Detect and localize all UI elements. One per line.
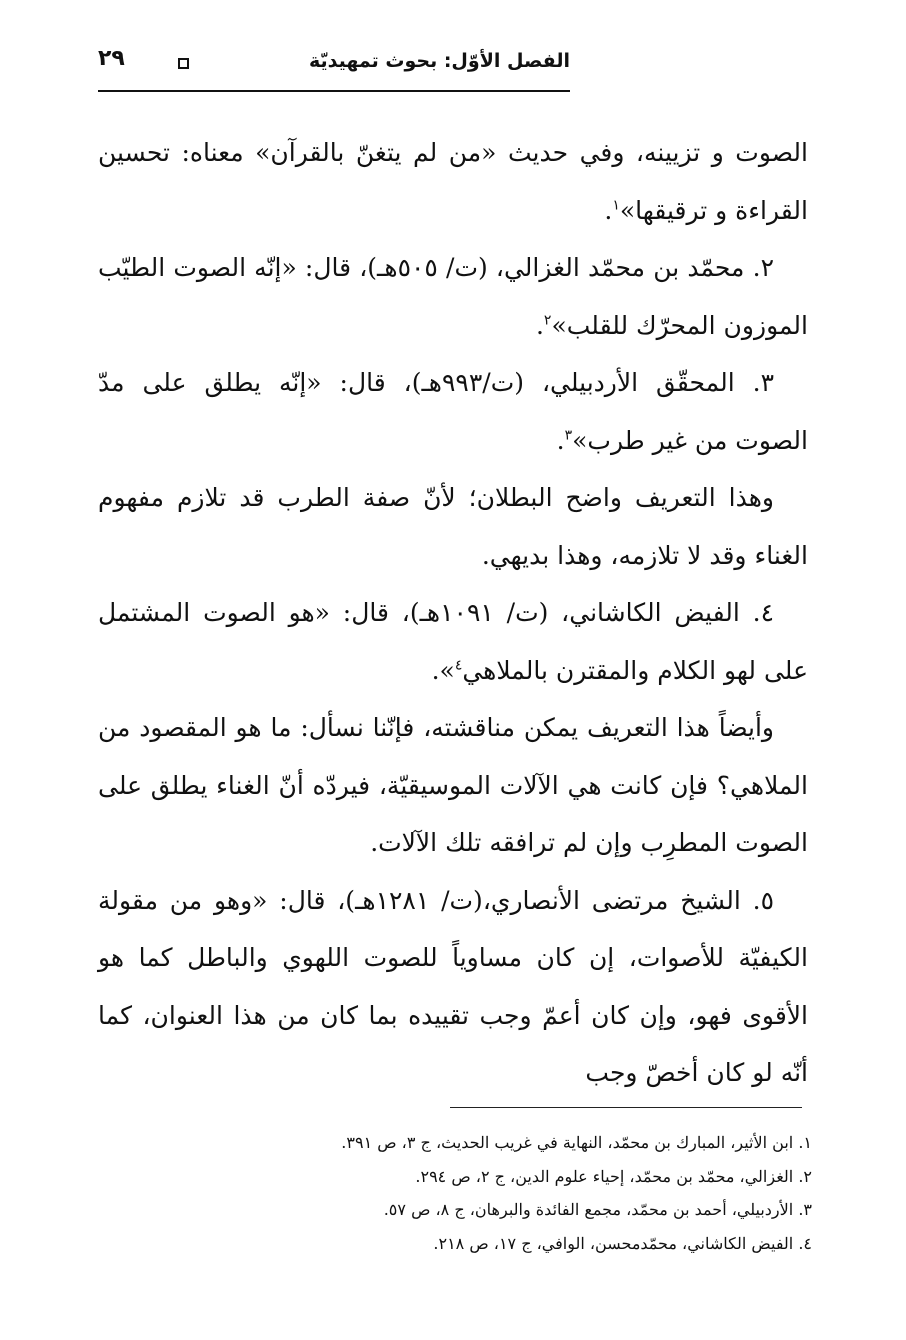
running-header [98, 40, 570, 92]
footnote-4: ٤. الفيض الكاشاني، محمّدمحسن، الوافي، ج ١٧، ص ٢١٨. [433, 1233, 812, 1253]
page-number: ٢٩ [98, 46, 125, 71]
square-ornament-icon [178, 58, 189, 69]
footnote-ref-4[interactable]: ٤ [454, 657, 463, 674]
paragraph-2: ٢. محمّد بن محمّد الغزالي، (ت/ ٥٠٥هـ)، قال: «إنّه الصوت الطيّب الموزون المحرّك للقلب»$^٢$. [98, 253, 808, 340]
paragraph-1: الصوت و تزيينه، وفي حديث «من لم يتغنّ بالقرآن» معناه: تحسين القراءة و ترقيقها»$^١$. [98, 138, 808, 225]
paragraph-6: وأيضاً هذا التعريف يمكن مناقشته، فإنّنا نسأل: ما هو المقصود من الملاهي؟ فإن كانت هي الآلات الموسيقيّة، فيردّه أنّ الغناء يطلق على الصوت المطرِب وإن لم ترافقه تلك الآلات. [98, 713, 808, 857]
footnotes [98, 1126, 812, 1260]
main-text [98, 124, 808, 1102]
footnote-3: ٣. الأردبيلي، أحمد بن محمّد، مجمع الفائدة والبرهان، ج ٨، ص ٥٧. [383, 1200, 812, 1219]
footnote-2: ٢. الغزالي، محمّد بن محمّد، إحياء علوم الدين، ج ٢، ص ٢٩٤. [415, 1166, 812, 1186]
footnote-separator [450, 1107, 802, 1108]
footnote-ref-1[interactable]: ١ [612, 197, 620, 214]
header-rule [98, 90, 570, 92]
footnote-ref-3[interactable]: ٣ [564, 427, 573, 444]
paragraph-5: ٤. الفيض الكاشاني، (ت/ ١٠٩١هـ)، قال: «هو الصوت المشتمل على لهو الكلام والمقترن بالملاهي$^٤$». [98, 598, 808, 685]
footnote-ref-2[interactable]: ٢ [543, 312, 552, 329]
paragraph-4: وهذا التعريف واضح البطلان؛ لأنّ صفة الطرب قد تلازم مفهوم الغناء وقد لا تلازمه، وهذا بديهي. [98, 483, 808, 570]
paragraph-3: ٣. المحقّق الأردبيلي، (ت/٩٩٣هـ)، قال: «إنّه يطلق على مدّ الصوت من غير طرب»$^٣$. [98, 368, 808, 455]
chapter-title: الفصل الأوّل: بحوث تمهيديّة [308, 50, 570, 72]
paragraph-7: ٥. الشيخ مرتضى الأنصاري،(ت/ ١٢٨١هـ)، قال: «وهو من مقولة الكيفيّة للأصوات، إن كان مساوياً للصوت اللهوي والباطل كما هو الأقوى فهو، وإن كان أعمّ وجب تقييده بما كان من هذا العنوان، كما أنّه لو كان أخصّ وجب [98, 885, 808, 1087]
footnote-1: ١. ابن الأثير، المبارك بن محمّد، النهاية في غريب الحديث، ج ٣، ص ٣٩١. [341, 1133, 812, 1152]
